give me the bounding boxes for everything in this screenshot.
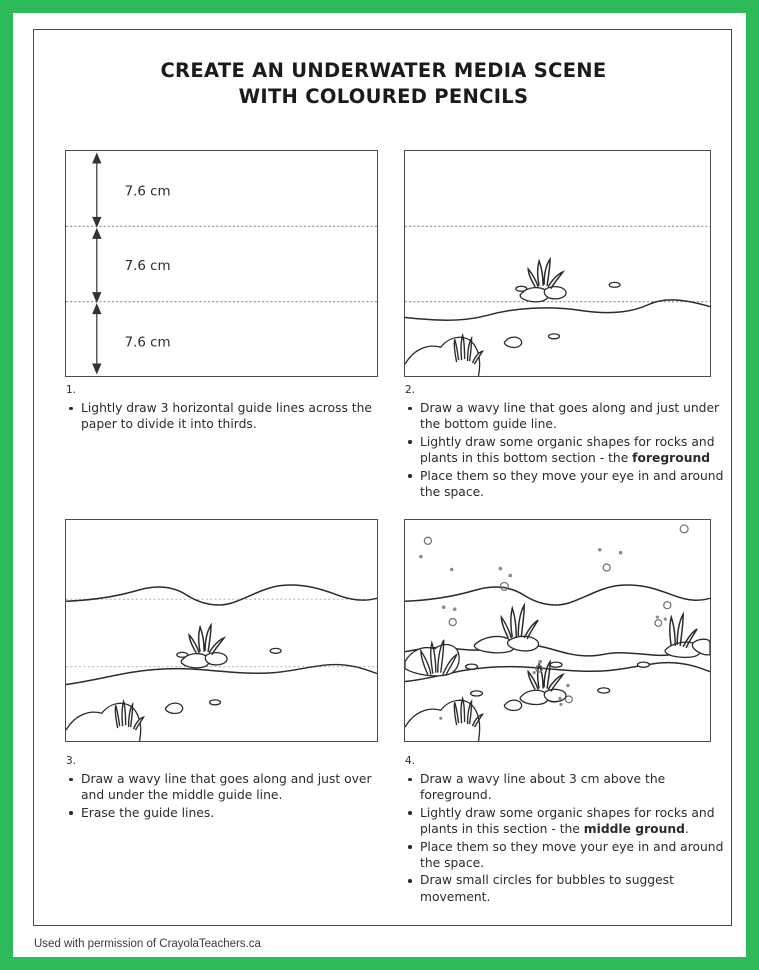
illustration-panel-step-2 (404, 150, 711, 377)
list-item (405, 434, 725, 467)
list-item (66, 400, 396, 433)
bullet-text: Lightly draw some organic shapes for rocks and plants in this section - the (420, 805, 715, 837)
list-item (66, 805, 396, 821)
title-line-2: WITH COLOURED PENCILS (238, 85, 529, 108)
step-4-bullets (405, 771, 730, 905)
measure-label-bottom: 7.6 cm (124, 335, 171, 351)
illustration-panel-step-3 (65, 519, 378, 742)
bullet-text: Place them so they move your eye in and around the space. (420, 839, 724, 871)
caption-step-4 (405, 755, 730, 906)
step-number-3: 3. (66, 755, 77, 767)
bullet-text: Lightly draw 3 horizontal guide lines across the paper to divide it into thirds. (81, 401, 372, 432)
caption-step-2 (405, 384, 725, 501)
middleground-objects (405, 605, 710, 676)
foreground-wavy-line (405, 300, 710, 320)
page-title (34, 58, 733, 110)
caption-step-1 (66, 384, 396, 434)
middleground-wavy-line (66, 585, 377, 605)
step4-diagram (405, 520, 710, 741)
bullet-text: Place them so they move your eye in and around the space. (420, 468, 724, 500)
bullet-text: Draw a wavy line that goes along and just over and under the middle guide line. (81, 772, 372, 803)
step2-diagram (405, 151, 710, 376)
worksheet-frame (33, 29, 732, 926)
title-line-1: CREATE AN UNDERWATER MEDIA SCENE (160, 59, 607, 82)
list-item (405, 771, 730, 804)
list-item (405, 839, 730, 872)
step-number-2: 2. (405, 384, 416, 396)
bullet-text: Erase the guide lines. (81, 805, 215, 820)
bullet-text-tail: . (684, 822, 689, 837)
measure-label-middle: 7.6 cm (124, 258, 171, 274)
caption-step-3 (66, 755, 396, 822)
step1-diagram (66, 151, 377, 376)
bullet-text: Draw a wavy line about 3 cm above the foreground. (420, 772, 666, 803)
middleground-wavy-line (405, 585, 710, 605)
illustration-panel-step-4 (404, 519, 711, 742)
illustration-panel-step-1 (65, 150, 378, 377)
attribution-footer: Used with permission of CrayolaTeachers.ca (34, 938, 261, 950)
list-item (405, 872, 730, 905)
step-number-4: 4. (405, 755, 416, 767)
foreground-objects (66, 625, 281, 741)
list-item (405, 805, 730, 838)
bullet-emphasis: foreground (632, 451, 711, 466)
step-3-bullets (66, 771, 396, 821)
step-1-bullets (66, 400, 396, 433)
bullet-emphasis: middle ground (583, 822, 685, 837)
foreground-wavy-line (66, 665, 377, 685)
bubbles (424, 525, 688, 703)
list-item (405, 400, 725, 433)
foreground-objects (405, 259, 620, 376)
bullet-text: Draw small circles for bubbles to suggest movement. (420, 873, 674, 904)
list-item (405, 468, 725, 501)
step3-diagram (66, 520, 377, 741)
step-2-bullets (405, 400, 725, 500)
step-number-1: 1. (66, 384, 77, 396)
list-item (66, 771, 396, 804)
bullet-text: Lightly draw some organic shapes for rocks and plants in this bottom section - the (420, 434, 715, 466)
bullet-text: Draw a wavy line that goes along and just under the bottom guide line. (420, 401, 720, 432)
measure-label-top: 7.6 cm (124, 184, 171, 200)
